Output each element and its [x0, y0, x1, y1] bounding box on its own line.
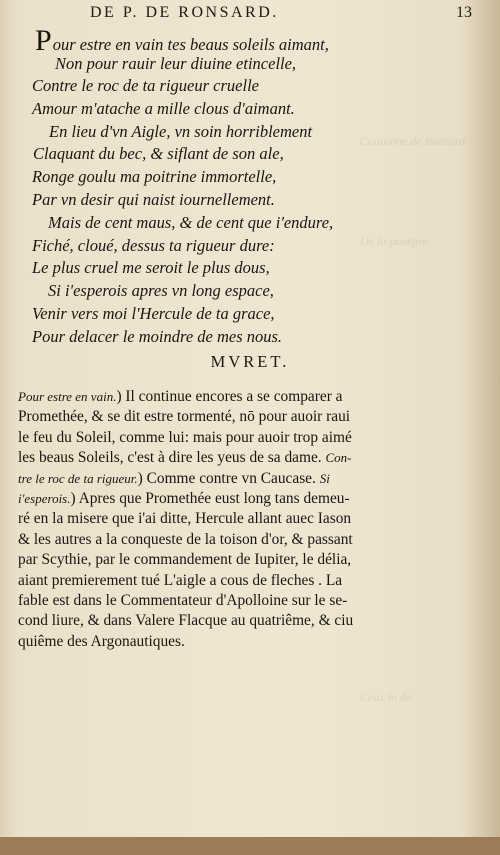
commentary-line — [18, 470, 330, 488]
commentary-text: aiant premierement tué L'aigle a cous de fleches . La — [18, 571, 343, 589]
commentary-text: & les autres a la conqueste de la toison d'or, & passant — [18, 530, 353, 548]
commentary-text: quiême des Argonautiques. — [18, 632, 185, 650]
commentary-line — [18, 612, 353, 630]
commentary-line — [18, 408, 350, 426]
running-title: DE P. DE RONSARD. — [90, 4, 279, 21]
verse-line: Mais de cent maus, & de cent que i'endure, — [48, 213, 334, 232]
page-number: 13 — [456, 4, 472, 21]
commentary-line — [18, 531, 353, 549]
verse-line: Venir vers moi l'Hercule de ta grace, — [32, 304, 275, 323]
commentary-lemma: Si — [319, 470, 330, 486]
commentary-lemma: Pour estre en vain. — [18, 389, 117, 404]
commentary-text: fable est dans le Commentateur d'Apolloine sur le se- — [18, 592, 348, 609]
commentary-line — [18, 429, 352, 447]
bleed-through-text: Ceux la de — [360, 690, 412, 704]
verse-line: Pour estre en vain tes beaus soleils aimant, — [35, 24, 329, 57]
commentary-line — [18, 449, 352, 467]
verse-line: Non pour rauir leur diuine etincelle, — [55, 54, 297, 73]
commentary-line — [18, 490, 350, 508]
commentary-line — [18, 551, 351, 569]
verse-line: Contre le roc de ta rigueur cruelle — [32, 76, 259, 95]
verse-line: Ronge goulu ma poitrine immortelle, — [32, 167, 277, 186]
commentary-text: ) Apres que Promethée eust long tans demeu- — [70, 490, 350, 507]
commentary-text: ) Il continue encores a se comparer a — [116, 388, 343, 405]
commentary-text: ré en la misere que i'ai ditte, Hercule allant auec Iason — [18, 510, 352, 528]
commentary-line — [18, 592, 347, 610]
commentary-text: le feu du Soleil, comme lui: mais pour auoir trop aimé — [18, 428, 352, 446]
commentary-line — [18, 572, 342, 590]
verse-line: Par vn desir qui naist iournellement. — [32, 190, 275, 209]
running-header — [0, 4, 500, 28]
commentary-text: ) Comme contre vn Caucase. — [137, 469, 320, 487]
verse-line: Claquant du bec, & siflant de son ale, — [33, 144, 284, 163]
verse-line: Fiché, cloué, dessus ta rigueur dure: — [32, 236, 275, 255]
verse-line: En lieu d'vn Aigle, vn soin horriblement — [49, 122, 313, 141]
verse-line: Pour delacer le moindre de mes nous. — [32, 327, 283, 346]
commentary-text: cond liure, & dans Valere Flacque au quatriême, & ciu — [18, 612, 354, 630]
commentary-text: Promethée, & se dit estre tormenté, nō pour auoir raui — [18, 408, 351, 426]
verse-line: Si i'esperois apres vn long espace, — [48, 281, 274, 300]
verse-line: Amour m'atache a mille clous d'aimant. — [32, 99, 295, 118]
commentary-line — [18, 388, 343, 406]
commentary-line — [18, 510, 351, 528]
commentary-line — [18, 633, 185, 651]
bleed-through-text: De la pourpre — [360, 234, 428, 248]
commentary-text: par Scythie, par le commandement de Iupiter, le délia, — [18, 551, 352, 569]
commentary-title: MVRET. — [210, 352, 290, 371]
drop-capital: P — [35, 24, 52, 57]
commentary-text: les beaus Soleils, c'est à dire les yeus de sa dame. — [18, 449, 326, 467]
commentary-lemma: i'esperois. — [18, 491, 71, 506]
commentary-lemma: tre le roc de ta rigueur. — [18, 470, 138, 486]
bleed-through-text: Couronne de Ronsard — [360, 134, 466, 148]
page-edge — [0, 837, 500, 855]
verse-line: Le plus cruel me seroit le plus dous, — [32, 258, 270, 277]
commentary-lemma: Con- — [325, 450, 352, 466]
